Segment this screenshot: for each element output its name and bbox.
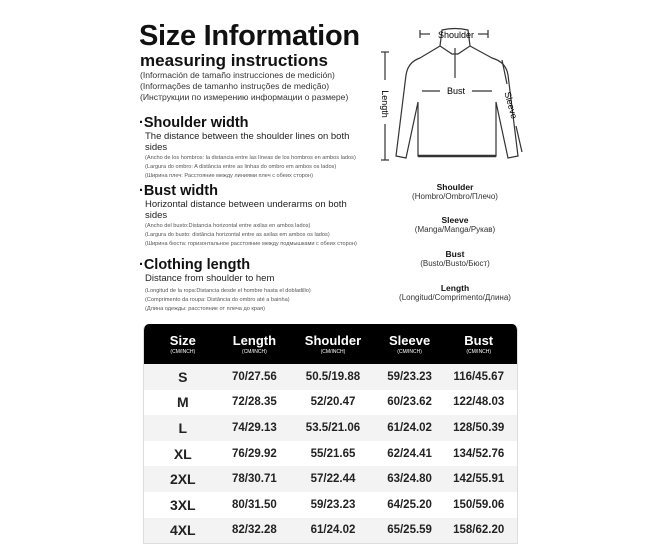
measure-cell: 128/50.39 (453, 421, 505, 434)
measure-cell: 59/23.23 (310, 498, 356, 511)
size-cell: XL (173, 445, 192, 462)
legend-translation: (Hombro/Ombro/Плечо) (412, 192, 498, 201)
measure-cell: 82/32.28 (232, 524, 277, 537)
legend-shoulder (380, 182, 530, 201)
size-table (143, 324, 518, 544)
section-desc: Horizontal distance between underarms on both sides (145, 199, 347, 221)
size-cell: 2XL (169, 471, 196, 488)
legend-length (380, 283, 530, 302)
table-header (144, 324, 517, 364)
measure-cell: 134/52.76 (453, 447, 505, 460)
section-bust (139, 183, 369, 248)
size-cell: 4XL (169, 522, 196, 539)
measure-cell: 158/62.20 (453, 524, 505, 537)
translation-ru: (Инструкции по измерению информации о размере) (140, 92, 349, 102)
section-note: (Длина одежды: расстояние от плеча до края) (145, 306, 265, 312)
legend-sleeve (380, 215, 530, 234)
section-heading: ·Shoulder width (139, 115, 249, 131)
section-note: (Ancho del busto:Distancia horizontal entre axilas en ambos lados) (145, 223, 311, 229)
table-row (144, 390, 517, 416)
header-length: Length (CM/INCH) (232, 333, 277, 355)
section-shoulder (139, 115, 369, 180)
measure-cell: 70/27.56 (232, 370, 277, 383)
section-length (139, 257, 369, 313)
section-note: (Ancho de los hombros: la distancia entre las líneas de los hombros en ambos lados) (145, 155, 356, 161)
subtitle: measuring instructions (140, 51, 328, 70)
measure-cell: 76/29.92 (232, 447, 277, 460)
section-note: (Largura do busto: distância horizontal entre as axilas em ambos os lados) (145, 232, 330, 238)
size-cell: L (178, 419, 188, 436)
translation-pt: (Informações de tamanho instruções de medição) (140, 81, 330, 91)
table-body (144, 364, 517, 543)
table-row (144, 466, 517, 492)
measure-cell: 116/45.67 (453, 370, 504, 383)
table-row (144, 492, 517, 518)
legend-name: Length (440, 283, 470, 293)
legend-translation: (Busto/Busto/Бюст) (420, 259, 490, 268)
section-note: (Largura do ombro: A distância entre as linhas do ombro em ambos os lados) (145, 164, 337, 170)
measure-cell: 60/23.62 (387, 396, 432, 409)
measure-cell: 80/31.50 (232, 498, 277, 511)
measure-cell: 74/29.13 (232, 421, 277, 434)
measure-cell: 142/55.91 (453, 473, 505, 486)
section-desc: The distance between the shoulder lines on both sides (145, 131, 350, 153)
section-note: (Ширина плеч: Расстояние между линиями плеч с обеих сторон) (145, 173, 313, 179)
table-row (144, 441, 517, 467)
measure-cell: 72/28.35 (232, 396, 277, 409)
measure-cell: 53.5/21.06 (305, 421, 361, 434)
legend-translation: (Manga/Manga/Рукав) (414, 225, 496, 234)
measure-cell: 65/25.59 (387, 524, 432, 537)
measure-cell: 59/23.23 (387, 370, 432, 383)
section-note: (Ширина бюста: горизонтальное расстояние между подмышками с обеих сторон) (145, 241, 357, 247)
legend-translation: (Longitud/Comprimento/Длина) (399, 293, 511, 302)
diagram-shoulder-label: Shoulder (437, 30, 475, 40)
legend-bust (380, 249, 530, 268)
garment-diagram (370, 20, 530, 170)
size-cell: 3XL (169, 496, 196, 513)
measure-cell: 52/20.47 (310, 396, 356, 409)
table-row (144, 415, 517, 441)
measure-cell: 64/25.20 (387, 498, 432, 511)
section-desc: Distance from shoulder to hem (145, 273, 275, 284)
header-bust: Bust (CM/INCH) (464, 333, 494, 355)
measure-cell: 57/22.44 (310, 473, 356, 486)
diagram-length-label: Length (380, 90, 390, 118)
measure-cell: 63/24.80 (387, 473, 432, 486)
measure-cell: 150/59.06 (453, 498, 505, 511)
legend-name: Sleeve (441, 215, 469, 225)
translation-es: (Información de tamaño instrucciones de medición) (140, 70, 335, 80)
header-sleeve: Sleeve (CM/INCH) (388, 333, 431, 355)
legend-name: Shoulder (436, 182, 474, 192)
measure-cell: 61/24.02 (310, 524, 356, 537)
table-row (144, 518, 517, 544)
measure-cell: 61/24.02 (387, 421, 432, 434)
measure-cell: 50.5/19.88 (305, 370, 361, 383)
table-row (144, 364, 517, 390)
section-note: (Longitud de la ropa:Distancia desde el hombre hasta el dobladillo) (145, 288, 311, 294)
section-heading: ·Bust width (139, 183, 218, 199)
page-title: Size Information (139, 20, 360, 52)
measure-cell: 78/30.71 (232, 473, 277, 486)
measure-cell: 62/24.41 (387, 447, 432, 460)
size-cell: M (176, 394, 189, 411)
diagram-sleeve-label: Sleeve (502, 90, 520, 120)
measure-cell: 55/21.65 (310, 447, 356, 460)
size-cell: S (178, 368, 188, 385)
header-shoulder: Shoulder (CM/INCH) (304, 333, 362, 355)
section-note: (Comprimento da roupa: Distância do ombro até a bainha) (145, 297, 290, 303)
measure-cell: 122/48.03 (453, 396, 505, 409)
section-heading: ·Clothing length (139, 257, 251, 273)
header-size: Size (CM/INCH) (169, 333, 196, 355)
legend-name: Bust (445, 249, 465, 259)
diagram-bust-label: Bust (446, 86, 466, 96)
